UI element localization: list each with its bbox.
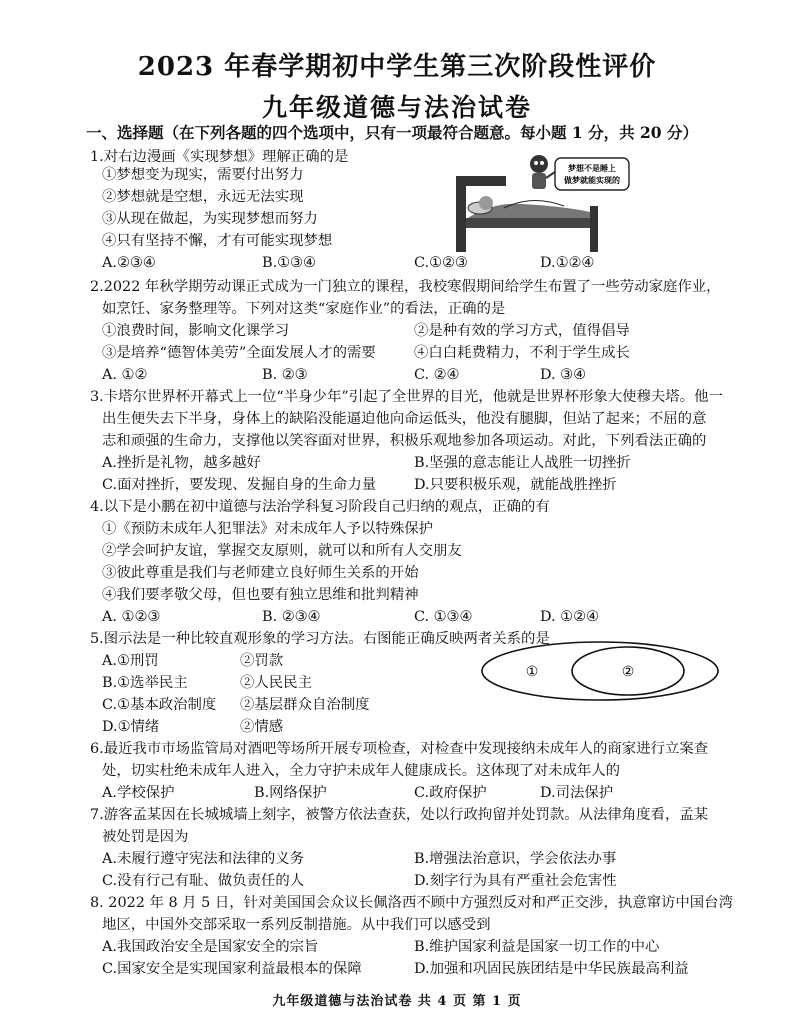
q2-item-3: ③是培养“德智体美劳”全面发展人才的需要 [102,345,376,361]
q1-item-1: ①梦想变为现实，需要付出努力 [102,167,304,183]
exam-title: 2023 年春学期初中学生第三次阶段性评价 [137,52,657,82]
venn-label-2: ② [621,664,635,680]
q3-option-c: C.面对挫折，要发现、发掘自身的生命力量 [102,477,377,493]
q2-item-1: ①浪费时间，影响文化课学习 [102,323,290,339]
q3-stem-line2: 出生便失去下半身，身体上的缺陷没能逼迫他向命运低头，他没有腿脚，但站了起来；不屈的意 [102,411,707,427]
q5-option-b-2: ②人民民主 [240,675,312,691]
cartoon-caption-line2: 做梦就能实现的 [564,176,620,185]
q2-stem-line1: 2.2022 年秋学期劳动课正式成为一门独立的课程，我校寒假期间给学生布置了一些劳动家庭作业， [90,279,721,295]
q4-item-4: ④我们要孝敬父母，但也要有独立思维和批判精神 [102,587,419,603]
q4-item-1: ①《预防未成年人犯罪法》对未成年人予以特殊保护 [102,521,433,537]
q5-option-b-1: B.①选举民主 [102,675,188,691]
q6-stem-line2: 处，切实杜绝未成年人进入，全力守护未成年人健康成长。这体现了对未成年人的 [102,763,621,779]
q5-option-a-1: A.①刑罚 [102,653,159,669]
q5-option-d-2: ②情感 [240,719,284,735]
q4-item-3: ③彼此尊重是我们与老师建立良好师生关系的开始 [102,565,419,581]
q3-option-a: A.挫折是礼物，越多越好 [102,455,261,471]
section-heading: 一、选择题（在下列各题的四个选项中，只有一项最符合题意。每小题 1 分，共 20 分） [86,123,698,142]
q4-option-c: C. ①③④ [414,609,473,625]
q1-item-3: ③从现在做起，为实现梦想而努力 [102,211,318,227]
q6-option-a: A.学校保护 [102,785,175,801]
q8-option-a: A.我国政治安全是国家安全的宗旨 [102,939,319,955]
q3-stem-line3: 志和顽强的生命力，支撑他以笑容面对世界，积极乐观地参加各项运动。对此，下列看法正确的 [102,433,707,449]
q6-option-d: D.司法保护 [540,785,614,801]
cartoon-caption-line1: 梦想不是睡上 [568,164,616,173]
q2-item-4: ④白白耗费精力，不利于学生成长 [414,345,630,361]
q1-stem: 1.对右边漫画《实现梦想》理解正确的是 [90,149,349,165]
q2-option-b: B. ②③ [262,367,308,383]
q1-option-b: B.①③④ [262,255,316,271]
venn-diagram [480,640,720,702]
q6-option-c: C.政府保护 [414,785,487,801]
q8-option-b: B.维护国家利益是国家一切工作的中心 [414,939,660,955]
q7-option-a: A.未履行遵守宪法和法律的义务 [102,851,305,867]
q6-stem-line1: 6.最近我市市场监管局对酒吧等场所开展专项检查，对检查中发现接纳未成年人的商家进行立案查 [90,741,709,757]
q1-item-2: ②梦想就是空想，永远无法实现 [102,189,304,205]
q3-option-d: D.只要积极乐观，就能战胜挫折 [414,477,617,493]
q4-option-a: A. ①②③ [102,609,161,625]
q2-item-2: ②是种有效的学习方式，值得倡导 [414,323,630,339]
venn-label-1: ① [525,664,539,680]
q2-option-c: C. ②④ [414,367,460,383]
q8-option-c: C.国家安全是实现国家利益最根本的保障 [102,961,362,977]
q6-option-b: B.网络保护 [254,785,327,801]
q5-stem: 5.图示法是一种比较直观形象的学习方法。右图能正确反映两者关系的是 [90,631,550,647]
q4-item-2: ②学会呵护友谊，掌握交友原则，就可以和所有人交朋友 [102,543,462,559]
q1-option-a: A.②③④ [102,255,156,271]
q3-stem-line1: 3.卡塔尔世界杯开幕式上一位“半身少年”引起了全世界的目光，他就是世界杯形象大使穆夫塔。他一 [90,389,723,405]
q3-option-b: B.坚强的意志能让人战胜一切挫折 [414,455,631,471]
q5-option-d-1: D.①情绪 [102,719,160,735]
q1-option-c: C.①②③ [414,255,468,271]
q8-option-d: D.加强和巩固民族团结是中华民族最高利益 [414,961,689,977]
cartoon-dream-illustration [452,148,632,256]
q7-option-c: C.没有行己有耻、做负责任的人 [102,873,305,889]
q4-option-b: B. ②③④ [262,609,321,625]
q8-stem-line1: 8. 2022 年 8 月 5 日，针对美国国会众议长佩洛西不顾中方强烈反对和严正交涉，执意窜访中国台湾 [90,895,733,911]
q2-stem-line2: 如烹饪、家务整理等。下列对这类“家庭作业”的看法，正确的是 [102,301,506,317]
q5-option-a-2: ②罚款 [240,653,284,669]
q7-option-d: D.刻字行为具有严重社会危害性 [414,873,617,889]
q2-option-d: D. ③④ [540,367,586,383]
q7-stem-line1: 7.游客孟某因在长城城墙上刻字，被警方依法查获，处以行政拘留并处罚款。从法律角度看，孟某 [90,807,709,823]
page-footer: 九年级道德与法治试卷 共 4 页 第 1 页 [272,994,522,1009]
q1-item-4: ④只有坚持不懈，才有可能实现梦想 [102,233,333,249]
q5-option-c-2: ②基层群众自治制度 [240,697,370,713]
q4-stem: 4.以下是小鹏在初中道德与法治学科复习阶段自己归纳的观点，正确的有 [90,499,550,515]
q4-option-d: D. ①②④ [540,609,599,625]
exam-subtitle: 九年级道德与法治试卷 [261,93,532,122]
q7-stem-line2: 被处罚是因为 [102,829,189,845]
q8-stem-line2: 地区，中国外交部采取一系列反制措施。从中我们可以感受到 [102,917,491,933]
q2-option-a: A. ①② [102,367,148,383]
q5-option-c-1: C.①基本政治制度 [102,697,217,713]
q1-option-d: D.①②④ [540,255,595,271]
q7-option-b: B.增强法治意识，学会依法办事 [414,851,617,867]
